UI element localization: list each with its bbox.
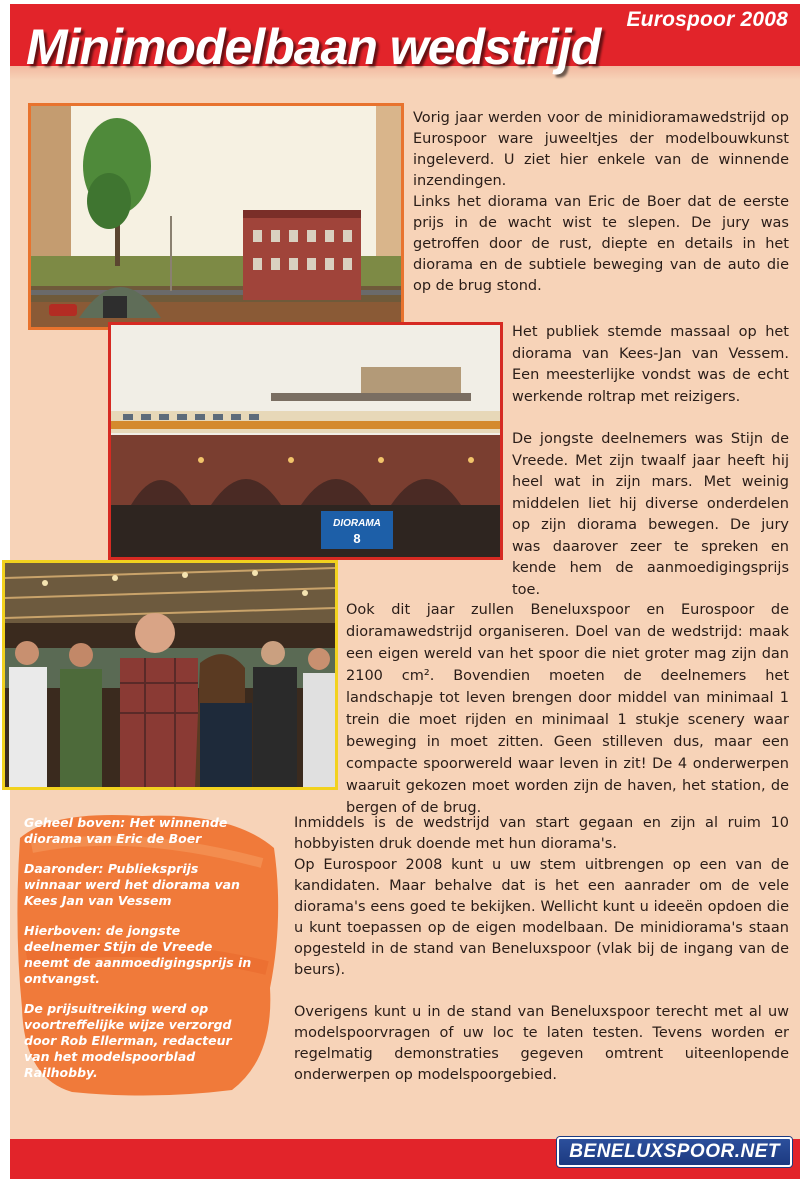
paragraph-started: Inmiddels is de wedstrijd van start gegaan en zijn al ruim 10 hobbyisten druk doende met hun diorama's. bbox=[294, 815, 789, 852]
caption-ceremony-photo: Hierboven: de jongste deelnemer Stijn de Vreede neemt de aanmoedigingsprijs in ontvangst. bbox=[24, 923, 252, 986]
ceremony-image bbox=[5, 563, 335, 787]
article-public-prize bbox=[512, 322, 789, 601]
sign-number: 8 bbox=[353, 531, 361, 546]
paragraph-youngest: De jongste deelnemers was Stijn de Vreede. Met zijn twaalf jaar heeft hij heel wat in zijn mars. Met weinig middelen liet hij diverse onderdelen op zijn diorama bewegen. De jury was daarover zeer te spreken en kende hem de aanmoedigingsprijs toe. bbox=[512, 431, 789, 598]
article-this-year bbox=[346, 599, 789, 819]
beneluxspoor-logo[interactable]: BENELUXSPOOR.NET bbox=[557, 1137, 792, 1167]
paragraph-stand: Overigens kunt u in de stand van Beneluxspoor terecht met al uw modelspoorvragen of uw loc te laten testen. Tevens worden er regelmatig demonstraties gegeven omtrent uiteenlopende onderwerpen op modelspoorgebied. bbox=[294, 1004, 789, 1083]
paragraph-first-prize: Links het diorama van Eric de Boer dat de eerste prijs in de wacht wist te slepen. De jury was getroffen door de rust, diepte en details in het diorama en de subtiele beweging van de auto die op de brug stond. bbox=[413, 194, 789, 294]
caption-presenter: De prijsuitreiking werd op voortreffelijke wijze verzorgd door Rob Ellerman, redacteur van het modelspoorblad Railhobby. bbox=[24, 1001, 232, 1080]
paragraph-intro: Vorig jaar werden voor de minidioramawedstrijd op Eurospoor ware juweeltjes der modelbouwkunst ingeleverd. U ziet hier enkele van de winnende inzendingen. bbox=[413, 110, 789, 189]
photo-winning-diorama bbox=[28, 103, 404, 330]
page-title: Minimodelbaan wedstrijd bbox=[26, 19, 601, 75]
article-intro bbox=[413, 108, 789, 297]
sign-label: DIORAMA bbox=[333, 518, 381, 529]
diorama-eric-image bbox=[31, 106, 401, 327]
article-ongoing bbox=[294, 813, 789, 1086]
paragraph-competition: Ook dit jaar zullen Beneluxspoor en Eurospoor de dioramawedstrijd organiseren. Doel van de wedstrijd: maak een eigen wereld van het spoor die niet groter mag zijn dan 2100 cm². Bovendien moeten de deelnemers het landschapje tot leven brengen door middel van minimaal 1 trein die moet rijden en minimaal 1 stukje scenery waar beweging in moet zitten. Geen stilleven dus, maar een compacte spoorwereld waar leven in zit! De 4 onderwerpen waaruit gekozen moet worden zijn de haven, het station, de bergen of de brug. bbox=[346, 602, 789, 816]
event-tag: Eurospoor 2008 bbox=[626, 8, 788, 31]
photo-public-prize-diorama bbox=[108, 322, 503, 560]
caption-top-photo: Geheel boven: Het winnende diorama van Eric de Boer bbox=[24, 815, 228, 846]
paragraph-vote: Op Eurospoor 2008 kunt u uw stem uitbrengen op een van de kandidaten. Maar behalve dat is het een aanrader om de vele diorama's eens goed te bekijken. Wellicht kunt u ideeën opdoen die u kunt toepassen op de eigen modelbaan. De minidiorama's staan opgesteld in de stand van Beneluxspoor (vlak bij de ingang van de beurs). bbox=[294, 857, 789, 978]
paragraph-public-prize: Het publiek stemde massaal op het diorama van Kees-Jan van Vessem. Een meesterlijke vondst was de echt werkende roltrap met reizigers. bbox=[512, 324, 789, 405]
caption-middle-photo: Daaronder: Publieksprijs winnaar werd het diorama van Kees Jan van Vessem bbox=[24, 861, 240, 908]
diorama-kees-jan-image bbox=[111, 325, 500, 557]
photo-captions bbox=[24, 815, 254, 1095]
photo-prize-ceremony bbox=[2, 560, 338, 790]
